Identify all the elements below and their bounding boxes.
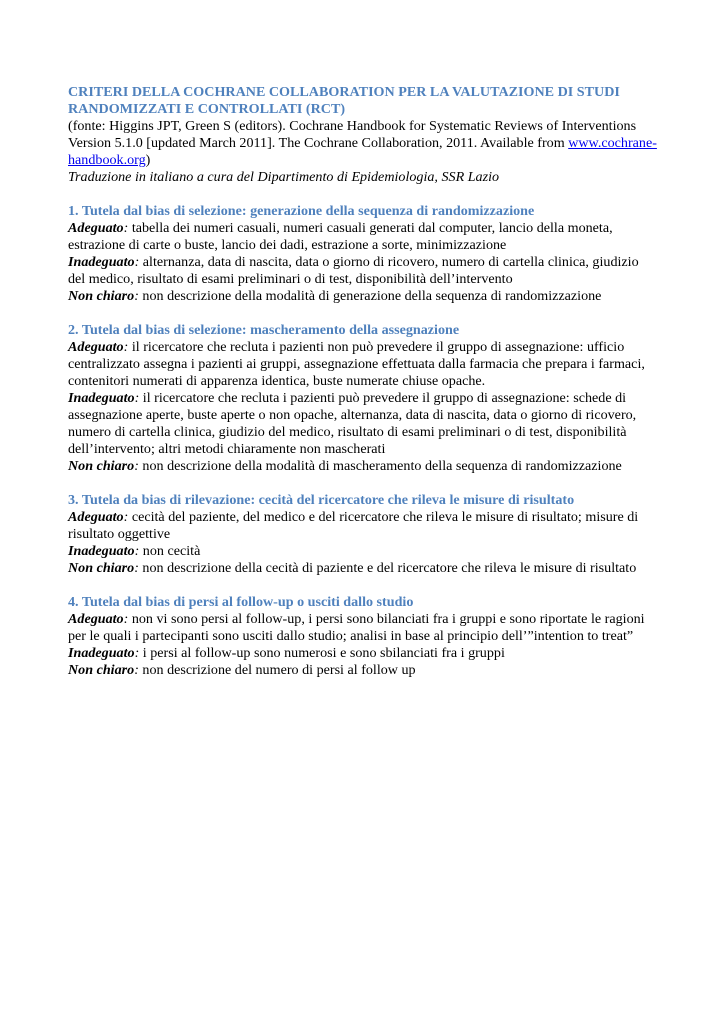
section-heading: 4. Tutela dal bias di persi al follow-up o usciti dallo studio	[68, 594, 414, 610]
criterion-text: il ricercatore che recluta i pazienti non può prevedere il gruppo di assegnazione: ufficio centralizzato assegna i pazienti ai gruppi, assegnazione effettuata dalla farmacia che prepara i farmaci, contenitori numerati di apparenza identica, buste numerate chiuse opache.	[68, 339, 645, 389]
criterion-text: non vi sono persi al follow-up, i persi sono bilanciati fra i gruppi e sono riportate le ragioni per le quali i partecipanti sono usciti dallo studio; analisi in base al principio dell’”intention to treat”	[68, 611, 645, 644]
criterion-adeguato: Adeguato: il ricercatore che recluta i pazienti non può prevedere il gruppo di assegnazione: ufficio centralizzato assegna i pazienti ai gruppi, assegnazione effettuata dalla farmacia che prepara i farmaci, contenitori numerati di apparenza identica, buste numerate chiuse opache.	[68, 339, 645, 389]
criterion-label: Adeguato	[68, 509, 124, 525]
criterion-label: Adeguato	[68, 339, 124, 355]
source-citation	[68, 118, 658, 169]
translation-note: Traduzione in italiano a cura del Dipartimento di Epidemiologia, SSR Lazio	[68, 169, 500, 185]
section-heading: 2. Tutela dal bias di selezione: mascheramento della assegnazione	[68, 322, 460, 338]
criterion-non-chiaro: Non chiaro: non descrizione della modalità di mascheramento della sequenza di randomizzazione	[68, 458, 622, 474]
criterion-inadeguato: Inadeguato: non cecità	[68, 543, 201, 559]
criterion-inadeguato: Inadeguato: i persi al follow-up sono numerosi e sono sbilanciati fra i gruppi	[68, 645, 505, 661]
criterion-label: Inadeguato	[68, 390, 135, 406]
criterion-text: il ricercatore che recluta i pazienti può prevedere il gruppo di assegnazione: schede di assegnazione aperte, buste aperte o non opache, alternanza, data di nascita, data o giorno di ricovero, numero di cartella clinica, giudizio del medico, risultato di esami preliminari o di test, disponibilità dell’intervento; altri metodi chiaramente non mascherati	[68, 390, 637, 457]
criterion-label: Inadeguato	[68, 254, 135, 270]
criterion-adeguato: Adeguato: non vi sono persi al follow-up, i persi sono bilanciati fra i gruppi e sono riportate le ragioni per le quali i partecipanti sono usciti dallo studio; analisi in base al principio dell’”intention to treat”	[68, 611, 645, 644]
criterion-label: Inadeguato	[68, 543, 135, 559]
section-2	[68, 322, 658, 475]
source-close: )	[145, 152, 151, 168]
criterion-non-chiaro: Non chiaro: non descrizione della modalità di generazione della sequenza di randomizzazione	[68, 288, 602, 304]
section-3	[68, 492, 658, 577]
criterion-non-chiaro: Non chiaro: non descrizione del numero di persi al follow up	[68, 662, 416, 678]
criterion-text: non descrizione della modalità di mascheramento della sequenza di randomizzazione	[138, 458, 622, 474]
criterion-label: Non chiaro	[68, 560, 135, 576]
criterion-inadeguato: Inadeguato: il ricercatore che recluta i pazienti può prevedere il gruppo di assegnazione: schede di assegnazione aperte, buste aperte o non opache, alternanza, data di nascita, data o giorno di ricovero, numero di cartella clinica, giudizio del medico, risultato di esami preliminari o di test, disponibilità dell’intervento; altri metodi chiaramente non mascherati	[68, 390, 637, 457]
criterion-text: i persi al follow-up sono numerosi e sono sbilanciati fra i gruppi	[139, 645, 505, 661]
criterion-inadeguato: Inadeguato: alternanza, data di nascita, data o giorno di ricovero, numero di cartella clinica, giudizio del medico, risultato di esami preliminari o di test, disponibilità dell’intervento	[68, 254, 639, 287]
criterion-text: cecità del paziente, del medico e del ricercatore che rileva le misure di risultato; misure di risultato oggettive	[68, 509, 639, 542]
criterion-adeguato: Adeguato: tabella dei numeri casuali, numeri casuali generati dal computer, lancio della moneta, estrazione di carte o buste, lancio dei dadi, estrazione a sorte, minimizzazione	[68, 220, 613, 253]
source-text: (fonte: Higgins JPT, Green S (editors). Cochrane Handbook for Systematic Reviews of Interventions Version 5.1.0 [updated March 2011]. The Cochrane Collaboration, 2011. Available from	[68, 118, 637, 151]
criterion-non-chiaro: Non chiaro: non descrizione della cecità di paziente e del ricercatore che rileva le misure di risultato	[68, 560, 637, 576]
criterion-text: non descrizione della cecità di paziente e del ricercatore che rileva le misure di risultato	[138, 560, 637, 576]
document-title: CRITERI DELLA COCHRANE COLLABORATION PER LA VALUTAZIONE DI STUDI RANDOMIZZATI E CONTROLLATI (RCT)	[68, 84, 620, 117]
section-1	[68, 203, 658, 305]
criterion-label: Non chiaro	[68, 662, 135, 678]
section-heading: 3. Tutela da bias di rilevazione: cecità del ricercatore che rileva le misure di risultato	[68, 492, 575, 508]
criterion-text: non descrizione della modalità di generazione della sequenza di randomizzazione	[138, 288, 602, 304]
section-4	[68, 594, 658, 679]
criterion-text: tabella dei numeri casuali, numeri casuali generati dal computer, lancio della moneta, estrazione di carte o buste, lancio dei dadi, estrazione a sorte, minimizzazione	[68, 220, 613, 253]
criterion-text: non cecità	[139, 543, 201, 559]
criterion-label: Non chiaro	[68, 288, 135, 304]
criterion-text: non descrizione del numero di persi al follow up	[138, 662, 416, 678]
section-heading: 1. Tutela dal bias di selezione: generazione della sequenza di randomizzazione	[68, 203, 535, 219]
criterion-adeguato: Adeguato: cecità del paziente, del medico e del ricercatore che rileva le misure di risultato; misure di risultato oggettive	[68, 509, 639, 542]
criterion-label: Adeguato	[68, 220, 124, 236]
criterion-label: Non chiaro	[68, 458, 135, 474]
criterion-label: Inadeguato	[68, 645, 135, 661]
document-page	[68, 84, 658, 679]
criterion-label: Adeguato	[68, 611, 124, 627]
cochrane-handbook-link[interactable]: www.cochrane-handbook.org	[68, 135, 657, 168]
criterion-text: alternanza, data di nascita, data o giorno di ricovero, numero di cartella clinica, giudizio del medico, risultato di esami preliminari o di test, disponibilità dell’intervento	[68, 254, 639, 287]
